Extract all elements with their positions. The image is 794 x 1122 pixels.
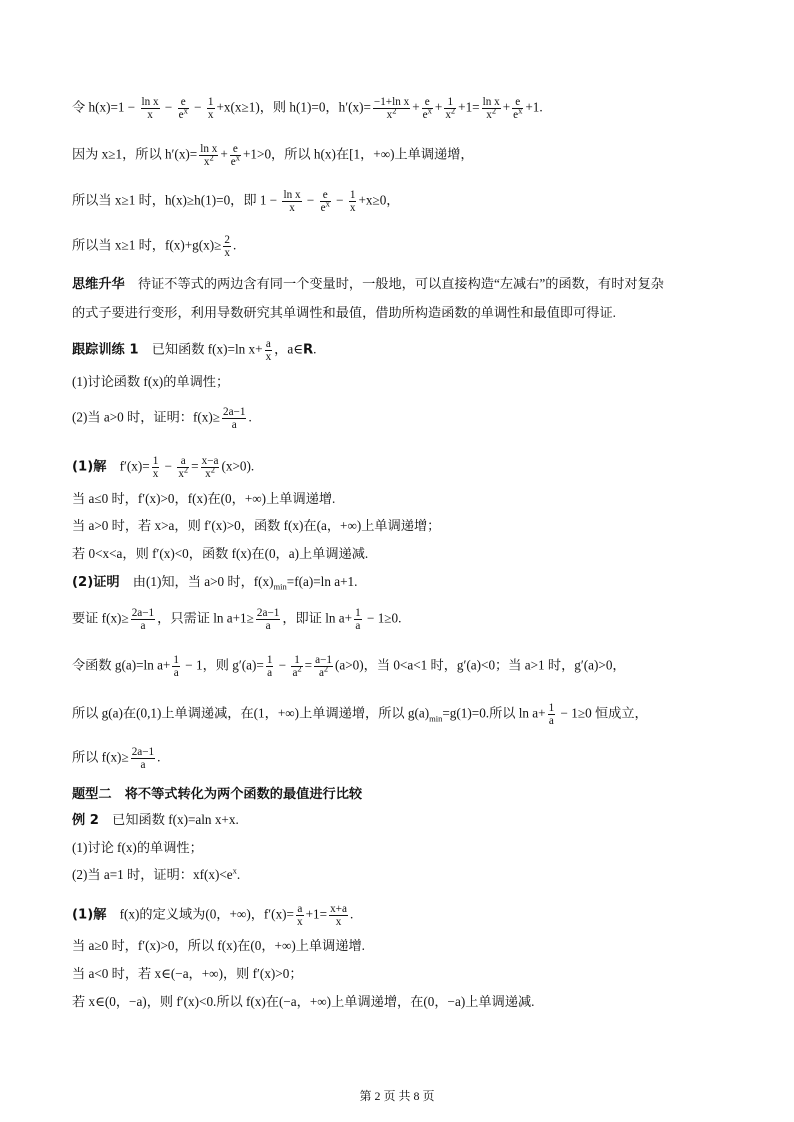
fraction-denominator <box>482 105 501 122</box>
text-line <box>72 143 474 168</box>
denominator-text: x <box>289 202 295 215</box>
text-line <box>72 812 239 829</box>
fraction-numerator: e <box>320 189 331 202</box>
fraction <box>178 96 189 121</box>
bold-label: R <box>302 342 314 358</box>
fraction <box>201 455 220 480</box>
fraction <box>131 607 155 632</box>
text-run: 所以当 x≥1 时，f(x)+g(x)≥ <box>72 237 222 253</box>
fraction <box>256 607 280 632</box>
text-line <box>72 994 534 1010</box>
denominator-text: x <box>224 247 230 260</box>
text-line <box>72 491 335 507</box>
text-line <box>72 702 648 727</box>
exponent: x <box>325 198 330 209</box>
fraction-numerator: ln x <box>200 143 218 155</box>
text-run: =g(1)=0.所以 ln a+ <box>442 705 546 721</box>
fraction-denominator <box>296 916 304 928</box>
text-run: 已知函数 f(x)=aln x+x. <box>98 812 239 827</box>
text-run: + <box>502 99 511 115</box>
exponent: x <box>427 105 432 116</box>
denominator-text: a <box>140 620 146 633</box>
fraction-numerator: ln x <box>283 189 301 201</box>
page-footer: 第 2 页 共 8 页 <box>359 1089 435 1103</box>
text-run: (2)当 a=1 时，证明：xf(x)<e <box>72 867 233 882</box>
denominator-text: x <box>349 202 356 215</box>
denominator-text: x <box>297 916 303 929</box>
denominator-text: x <box>486 109 492 122</box>
text-run: . <box>248 409 252 425</box>
exponent: 2 <box>450 105 456 116</box>
text-run: (1)讨论函数 f(x)的单调性； <box>72 374 230 389</box>
exponent: 2 <box>392 105 397 116</box>
fraction-denominator <box>131 759 155 771</box>
exponent: 2 <box>209 152 214 163</box>
fraction-numerator: e <box>230 143 241 156</box>
text-run: 待证不等式的两边含有同一个变量时，一般地，可以直接构造“左减右”的函数，有时对复杂 <box>124 276 664 291</box>
subscript: min <box>273 581 287 592</box>
text-line <box>72 867 240 883</box>
text-run: . <box>313 341 317 357</box>
text-run: . <box>232 237 237 253</box>
text-line <box>72 276 664 293</box>
fraction-numerator: 1 <box>444 96 456 109</box>
text-line <box>72 966 303 982</box>
fraction-denominator <box>230 152 241 169</box>
text-run: ，只需证 ln a+1≥ <box>157 610 254 626</box>
bold-label: 例 2 <box>72 813 99 828</box>
denominator-text: x <box>205 468 211 481</box>
text-run: +1= <box>305 906 328 922</box>
fraction-numerator: e <box>512 96 523 109</box>
fraction <box>422 96 433 121</box>
text-run: 令函数 g(a)=ln a+ <box>72 657 171 673</box>
bold-label: 跟踪训练 1 <box>72 342 139 358</box>
text-run: 当 a≤0 时，f′(x)>0，f(x)在(0，+∞)上单调递增. <box>72 491 336 506</box>
text-run: = <box>191 458 199 474</box>
denominator-text: x <box>445 109 451 122</box>
fraction-numerator: a <box>265 338 271 350</box>
fraction-numerator: 1 <box>207 96 214 108</box>
text-line <box>72 374 229 390</box>
denominator-text: e <box>422 109 428 122</box>
text-line <box>72 607 401 632</box>
denominator-text: x <box>203 156 210 169</box>
fraction-denominator <box>222 419 246 431</box>
fraction <box>265 338 273 363</box>
text-run: ，a∈ <box>274 341 303 357</box>
denominator-text: x <box>335 916 342 929</box>
fraction-denominator <box>199 152 218 169</box>
text-run: 由(1)知，当 a>0 时，f(x) <box>119 574 274 589</box>
fraction-numerator: x+a <box>330 903 347 915</box>
text-run: 若 0<x<a，则 f′(x)<0，函数 f(x)在(0，a)上单调递减. <box>72 546 369 561</box>
fraction-numerator: 2 <box>224 234 230 246</box>
denominator-text: a <box>292 667 298 680</box>
fraction-numerator: 2a−1 <box>131 607 155 619</box>
text-line <box>72 786 362 803</box>
text-line <box>72 96 543 121</box>
exponent: x <box>183 105 188 116</box>
text-run: 当 a≥0 时，f′(x)>0，所以 f(x)在(0，+∞)上单调递增. <box>72 938 365 953</box>
denominator-text: a <box>231 419 237 432</box>
fraction-denominator <box>349 202 357 214</box>
fraction <box>329 903 348 928</box>
denominator-text: a <box>173 667 179 680</box>
text-run: (1)讨论 f(x)的单调性； <box>72 840 203 855</box>
fraction-numerator: 1 <box>548 702 555 714</box>
fraction <box>282 189 301 214</box>
fraction <box>230 143 241 168</box>
fraction-denominator <box>512 105 523 122</box>
text-run: − 1，则 g′(a)= <box>181 657 264 673</box>
text-run: − <box>332 192 347 208</box>
text-run: 的式子要进行变形，利用导数研究其单调性和最值，借助所构造函数的单调性和最值即可得证. <box>72 305 616 320</box>
denominator-text: x <box>207 109 214 122</box>
fraction-denominator <box>354 620 362 632</box>
fraction-denominator <box>178 105 189 122</box>
exponent: 2 <box>210 464 215 475</box>
fraction <box>320 189 331 214</box>
fraction-denominator <box>291 663 302 680</box>
fraction-numerator: 2a−1 <box>256 607 280 619</box>
fraction-numerator: 1 <box>152 455 159 467</box>
text-run: 已知函数 f(x)=ln x+ <box>138 341 263 357</box>
fraction <box>482 96 501 121</box>
text-run: =f(a)=ln a+1. <box>286 574 358 589</box>
fraction <box>199 143 218 168</box>
text-run: − 1≥0. <box>363 610 402 626</box>
text-run: 所以 f(x)≥ <box>72 749 129 765</box>
text-run: − <box>190 99 205 115</box>
denominator-text: a <box>267 667 273 680</box>
denominator-text: x <box>147 109 153 122</box>
text-run: + <box>412 99 420 115</box>
exponent: x <box>235 152 240 163</box>
text-line <box>72 338 316 363</box>
fraction-numerator: a <box>177 455 189 468</box>
text-run: − <box>161 99 176 115</box>
text-run: + <box>434 99 443 115</box>
fraction <box>172 654 180 679</box>
text-run: (a>0)，当 0<a<1 时，g′(a)<0；当 a>1 时，g′(a)>0， <box>334 657 626 673</box>
fraction <box>291 654 302 679</box>
text-line <box>72 746 160 771</box>
fraction <box>444 96 456 121</box>
text-run: +1= <box>458 99 480 115</box>
fraction-denominator <box>373 105 410 122</box>
fraction <box>177 455 189 480</box>
fraction-denominator <box>152 468 160 480</box>
text-run: 令 h(x)=1 − <box>72 99 139 115</box>
fraction-denominator <box>223 247 231 259</box>
text-run: f(x)的定义域为(0，+∞)，f′(x)= <box>106 906 294 922</box>
fraction-numerator: 1 <box>291 654 302 667</box>
text-run: 所以当 x≥1 时，h(x)≥h(1)=0，即 1 − <box>72 192 281 208</box>
denominator-text: e <box>230 156 236 169</box>
text-run: + <box>220 146 228 162</box>
exponent: 2 <box>297 663 302 674</box>
fraction-numerator: e <box>178 96 189 109</box>
text-run: − <box>275 657 290 673</box>
fraction-denominator <box>329 916 348 928</box>
text-line <box>72 406 252 431</box>
denominator-text: x <box>152 468 159 481</box>
text-run: 当 a<0 时，若 x∈(−a，+∞)，则 f′(x)>0； <box>72 966 303 981</box>
text-run: 当 a>0 时，若 x>a，则 f′(x)>0，函数 f(x)在(a，+∞)上单调递增； <box>72 518 441 533</box>
text-run: 要证 f(x)≥ <box>72 610 129 626</box>
fraction-numerator: −1+ln x <box>373 96 410 108</box>
text-run: 因为 x≥1，所以 h′(x)= <box>72 146 198 162</box>
fraction <box>266 654 274 679</box>
text-run: − 1≥0 恒成立， <box>557 705 648 721</box>
subscript: min <box>429 713 443 724</box>
denominator-text: e <box>320 202 326 215</box>
bold-label: 思维升华 <box>72 277 125 292</box>
fraction-denominator <box>266 667 274 679</box>
fraction-numerator: 1 <box>349 189 356 201</box>
bold-label: (2)证明 <box>72 575 120 590</box>
fraction-denominator <box>314 663 333 680</box>
fraction-denominator <box>201 464 220 481</box>
fraction-denominator <box>131 620 155 632</box>
text-run: (2)当 a>0 时，证明：f(x)≥ <box>72 409 220 425</box>
fraction <box>548 702 556 727</box>
text-run: = <box>304 657 313 673</box>
fraction-numerator: 2a−1 <box>223 406 246 418</box>
fraction-numerator: a <box>297 903 303 915</box>
text-run: +1. <box>525 99 543 115</box>
text-run: +1>0，所以 h(x)在[1，+∞)上单调递增， <box>243 146 474 162</box>
denominator-text: a <box>318 667 324 680</box>
text-run: (x>0). <box>221 458 255 474</box>
text-run: +x≥0， <box>358 192 400 208</box>
exponent: 2 <box>323 663 329 674</box>
text-line <box>72 234 236 259</box>
bold-label: (1)解 <box>72 907 107 923</box>
text-run: ，即证 ln a+ <box>282 610 353 626</box>
text-line <box>72 546 368 562</box>
fraction-denominator <box>141 109 160 121</box>
fraction <box>131 746 155 771</box>
fraction-numerator: 1 <box>355 607 361 619</box>
fraction <box>222 406 246 431</box>
fraction <box>207 96 215 121</box>
exponent: 2 <box>183 464 189 475</box>
text-line <box>72 903 353 928</box>
fraction <box>349 189 357 214</box>
bold-label: 题型二 将不等式转化为两个函数的最值进行比较 <box>72 787 363 802</box>
denominator-text: e <box>178 109 184 122</box>
text-line <box>72 574 357 591</box>
fraction-numerator: x−a <box>201 455 219 467</box>
text-run: 若 x∈(0，−a)，则 f′(x)<0.所以 f(x)在(−a，+∞)上单调递增，在(0，−a)上单调递减. <box>72 994 535 1009</box>
fraction-denominator <box>177 464 189 481</box>
fraction-numerator: e <box>422 96 433 109</box>
fraction <box>373 96 410 121</box>
fraction-numerator: 1 <box>266 654 273 666</box>
superscript: x <box>232 865 237 876</box>
fraction-denominator <box>172 667 180 679</box>
text-line <box>72 189 400 214</box>
text-run: − <box>161 458 176 474</box>
fraction <box>314 654 333 679</box>
denominator-text: a <box>140 759 146 772</box>
text-line <box>72 518 440 534</box>
text-run: . <box>157 749 161 765</box>
denominator-text: a <box>265 620 271 633</box>
fraction-denominator <box>282 202 301 214</box>
fraction-denominator <box>265 351 273 363</box>
bold-label: (1)解 <box>72 459 107 475</box>
text-line <box>72 938 365 954</box>
text-line <box>72 654 626 679</box>
fraction <box>141 96 160 121</box>
text-run: . <box>349 906 354 922</box>
text-run: 所以 g(a)在(0,1)上单调递减，在(1，+∞)上单调递增，所以 g(a) <box>72 705 430 721</box>
fraction <box>152 455 160 480</box>
fraction-denominator <box>444 105 456 122</box>
fraction <box>354 607 362 632</box>
exponent: x <box>518 105 523 116</box>
fraction-denominator <box>207 109 215 121</box>
fraction-numerator: 1 <box>173 654 179 666</box>
fraction-numerator: 2a−1 <box>131 746 155 758</box>
text-line <box>72 840 203 856</box>
fraction-denominator <box>256 620 280 632</box>
fraction-denominator <box>422 105 433 122</box>
text-run: . <box>236 867 241 882</box>
text-line <box>72 305 616 321</box>
denominator-text: a <box>548 715 554 728</box>
fraction <box>296 903 304 928</box>
fraction <box>223 234 231 259</box>
text-run: − <box>303 192 318 208</box>
denominator-text: e <box>513 109 519 122</box>
denominator-text: x <box>386 109 393 122</box>
fraction-numerator: a−1 <box>315 654 332 666</box>
fraction-numerator: ln x <box>141 96 159 108</box>
text-run: +x(x≥1)，则 h(1)=0，h′(x)= <box>216 99 371 115</box>
text-run: f′(x)= <box>106 458 150 474</box>
denominator-text: a <box>355 620 361 633</box>
fraction-denominator <box>320 198 331 215</box>
denominator-text: x <box>178 468 184 481</box>
fraction <box>512 96 523 121</box>
fraction-denominator <box>548 715 556 727</box>
exponent: 2 <box>491 105 497 116</box>
fraction-numerator: ln x <box>482 96 500 108</box>
text-line <box>72 455 254 480</box>
denominator-text: x <box>265 351 272 364</box>
